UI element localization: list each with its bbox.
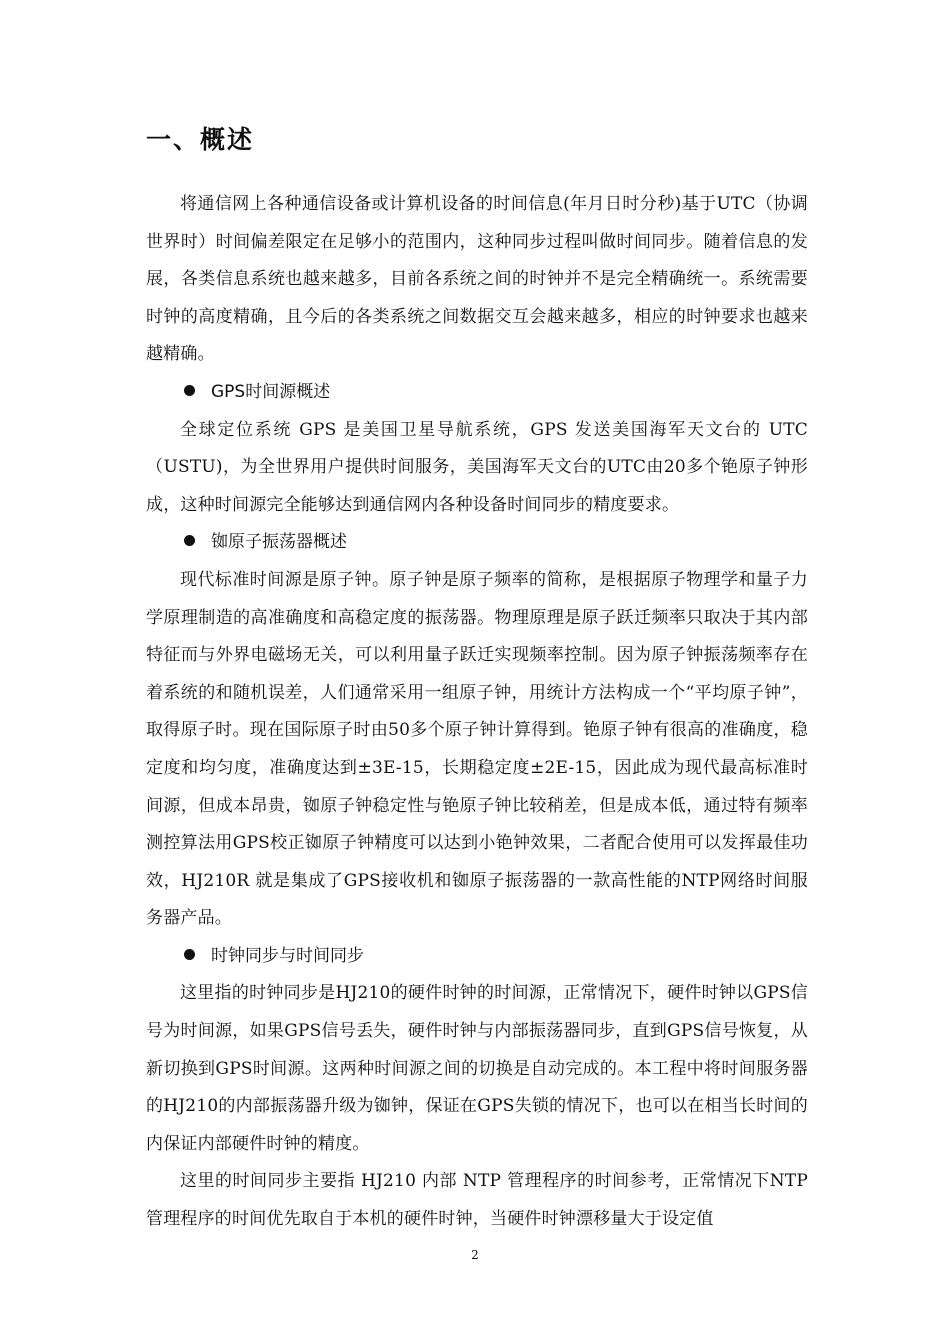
bullet-dot-icon bbox=[184, 385, 195, 396]
bullet-rubidium-oscillator bbox=[146, 524, 808, 562]
paragraph-ntp-reference: 这里的时间同步主要指 HJ210 内部 NTP 管理程序的时间参考，正常情况下NTP管理程序的时间优先取自于本机的硬件时钟，当硬件时钟漂移量大于设定值 bbox=[146, 1171, 808, 1230]
bullet-dot-icon bbox=[184, 535, 195, 546]
bullet-gps-source bbox=[146, 374, 808, 412]
bullet-label: 时钟同步与时间同步 bbox=[211, 945, 364, 966]
bullet-label: 铷原子振荡器概述 bbox=[211, 532, 347, 553]
section-heading: 一、概述 bbox=[146, 125, 255, 154]
page-number: 2 bbox=[471, 1248, 479, 1262]
paragraph-gps: 全球定位系统 GPS 是美国卫星导航系统，GPS 发送美国海军天文台的 UTC（USTU)，为全世界用户提供时间服务，美国海军天文台的UTC由20多个铯原子钟形成，这种时间源完全能够达到通信网内各种设备时间同步的精度要求。 bbox=[146, 419, 808, 515]
bullet-clock-sync bbox=[146, 938, 808, 976]
paragraph-hardware-clock: 这里指的时钟同步是HJ210的硬件时钟的时间源，正常情况下，硬件时钟以GPS信号为时间源，如果GPS信号丢失，硬件时钟与内部振荡器同步，直到GPS信号恢复，从新切换到GPS时间源。这两种时间源之间的切换是自动完成的。本工程中将时间服务器的HJ210的内部振荡器升级为铷钟，保证在GPS失锁的情况下，也可以在相当长时间的内保证内部硬件时钟的精度。 bbox=[146, 983, 808, 1154]
paragraph-atomic-clock: 现代标准时间源是原子钟。原子钟是原子频率的简称，是根据原子物理学和量子力学原理制造的高准确度和高稳定度的振荡器。物理原理是原子跃迁频率只取决于其内部特征而与外界电磁场无关，可以利用量子跃迁实现频率控制。因为原子钟振荡频率存在着系统的和随机误差，人们通常采用一组原子钟，用统计方法构成一个“平均原子钟”，取得原子时。现在国际原子时由50多个原子钟计算得到。铯原子钟有很高的准确度，稳定度和均匀度，准确度达到±3E-15，长期稳定度±2E-15，因此成为现代最高标准时间源，但成本昂贵，铷原子钟稳定性与铯原子钟比较稍差，但是成本低，通过特有频率测控算法用GPS校正铷原子钟精度可以达到小铯钟效果，二者配合使用可以发挥最佳功效，HJ210R 就是集成了GPS接收机和铷原子振荡器的一款高性能的NTP网络时间服务器产品。 bbox=[146, 569, 808, 929]
document-body bbox=[146, 186, 808, 1239]
paragraph-time-sync-intro: 将通信网上各种通信设备或计算机设备的时间信息(年月日时分秒)基于UTC（协调世界时）时间偏差限定在足够小的范围内，这种同步过程叫做时间同步。随着信息的发展，各类信息系统也越来越多，目前各系统之间的时钟并不是完全精确统一。系统需要时钟的高度精确，且今后的各类系统之间数据交互会越来越多，相应的时钟要求也越来越精确。 bbox=[146, 194, 808, 365]
bullet-dot-icon bbox=[184, 949, 195, 960]
bullet-label: GPS时间源概述 bbox=[211, 381, 331, 402]
